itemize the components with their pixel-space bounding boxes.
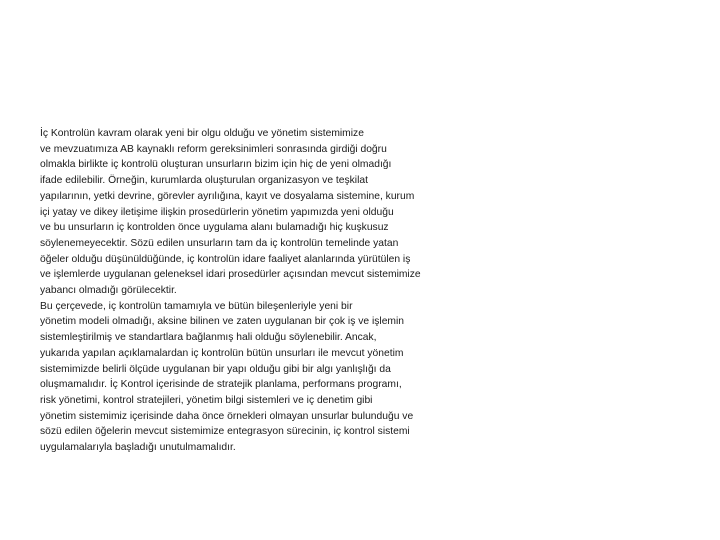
text-line: ve işlemlerde uygulanan geleneksel idari prosedürler açısından mevcut sistemimize [40, 269, 421, 281]
text-line: sözü edilen öğelerin mevcut sistemimize entegrasyon sürecinin, iç kontrol sistemi [40, 426, 410, 438]
text-line: risk yönetimi, kontrol stratejileri, yönetim bilgi sistemleri ve iç denetim gibi [40, 394, 373, 406]
text-line: ifade edilebilir. Örneğin, kurumlarda oluşturulan organizasyon ve teşkilat [40, 175, 368, 187]
text-line: yönetim modeli olmadığı, aksine bilinen ve zaten uygulanan bir çok iş ve işlemin [40, 316, 405, 328]
text-line: yönetim sistemimiz içerisinde daha önce örnekleri olmayan unsurlar bulunduğu ve [40, 410, 414, 422]
text-line: yabancı olmadığı görülecektir. [40, 285, 177, 297]
text-line: Bu çerçevede, iç kontrolün tamamıyla ve bütün bileşenleriyle yeni bir [40, 300, 353, 312]
text-line: oluşmamalıdır. İç Kontrol içerisinde de stratejik planlama, performans programı, [40, 379, 402, 391]
text-line: yapılarının, yetki devrine, görevler ayrılığına, kayıt ve dosyalama sistemine, kurum [40, 190, 415, 202]
text-line: söylenemeyecektir. Sözü edilen unsurların tam da iç kontrolün temelinde yatan [40, 237, 399, 249]
text-line: ve mevzuatımıza AB kaynaklı reform gereksinimleri sonrasında girdiği doğru [40, 143, 387, 155]
body-text-block [40, 126, 500, 456]
text-line: olmakla birlikte iç kontrolü oluşturan unsurların bizim için hiç de yeni olmadığı [40, 159, 392, 171]
text-line: uygulamalarıyla başladığı unutulmamalıdır. [40, 442, 236, 454]
text-line: öğeler olduğu düşünüldüğünde, iç kontrolün idare faaliyet alanlarında yürütülen iş [40, 253, 411, 265]
text-line: sistemleştirilmiş ve standartlara bağlanmış hali olduğu söylenebilir. Ancak, [40, 332, 377, 344]
text-line: sistemimizde belirli ölçüde uygulanan bir yapı olduğu gibi bir algı yanlışlığı da [40, 363, 391, 375]
text-line: ve bu unsurların iç kontrolden önce uygulama alanı bulamadığı hiç kuşkusuz [40, 222, 389, 234]
text-line: İç Kontrolün kavram olarak yeni bir olgu olduğu ve yönetim sistemimize [40, 128, 364, 139]
text-line: yukarıda yapılan açıklamalardan iç kontrolün bütün unsurları ile mevcut yönetim [40, 347, 404, 359]
text-line: içi yatay ve dikey iletişime ilişkin prosedürlerin yönetim yapımızda yeni olduğu [40, 206, 394, 218]
